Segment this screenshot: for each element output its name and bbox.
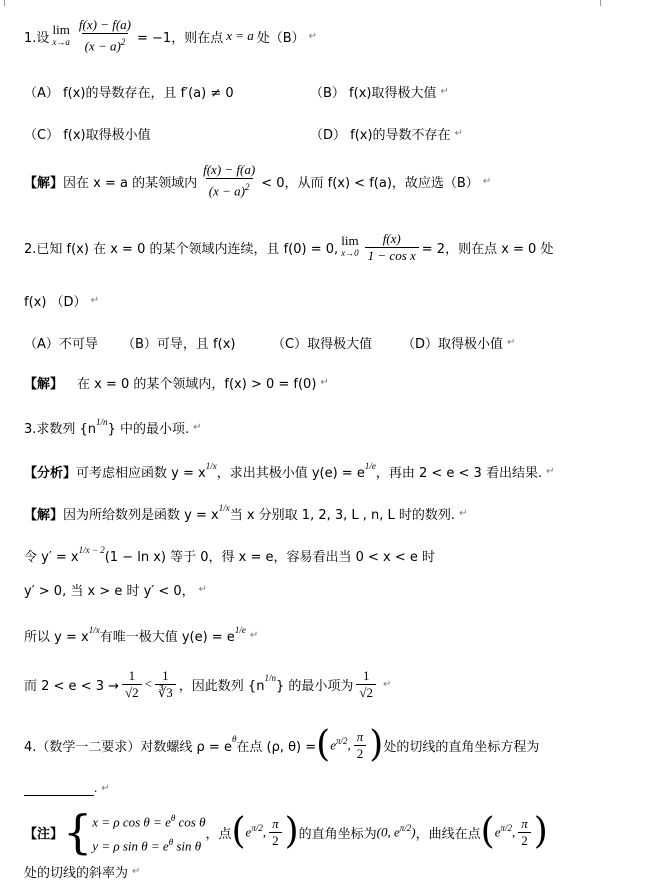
q4-note: 【注】 { x = ρ $\cos \theta = e^\theta$ cos θ y = ρ $\sin \theta = e^\theta$ sin θ ，点 ( $e^{\pi/2}$, $\frac{\pi}{2}$ ) 的直角坐标为 (0, $e^{\pi/2}$) ，曲线在点 ( $e^{\pi/2}$, $\frac{\pi}{2}$ ) <box>24 805 548 859</box>
q3-frac-2: $\frac{1}{∛3}$ <box>155 668 176 701</box>
q1-options-row1: （A） f(x)的导数存在，且 f′(a) ≠ 0 （B） f(x)取得极大值 ↵ <box>24 82 449 101</box>
q2-question: 2.已知 f(x) 在 x = 0 的某个领域内连续，且 f(0) = 0, lim x→0 $\frac{f(x)}{\text{1 − cos x}}$ = 2，则在点 x = 0 处 <box>24 230 554 263</box>
corner-mark-left <box>4 0 5 6</box>
q2-option-b: （B）可导，且 f(x) <box>122 337 236 352</box>
q3-frac-1: $\frac{1}{√2}$ <box>122 668 142 701</box>
q3-frac-3: $\frac{1}{√2}$ <box>356 668 376 701</box>
q3-analysis: 【分析】 可考虑相应函数 y = x $^{1/x}$ ，求出其极小值 y(e) = e $^{1/e}$ ，再由 2 < e < 3 看出结果. ↵ <box>24 460 555 481</box>
q1-option-d: （D） f(x)的导数不存在 <box>310 128 451 143</box>
parametric-system: x = ρ $\cos \theta = e^\theta$ cos θ y = ρ $\sin \theta = e^\theta$ sin θ <box>92 812 206 854</box>
left-paren: ( <box>231 811 246 852</box>
left-paren: ( <box>316 724 331 765</box>
answer-blank[interactable] <box>24 781 94 796</box>
q2-option-a: （A）不可导 <box>24 337 98 352</box>
q4-angle-fraction: $\frac{\pi}{2}$ <box>354 729 367 762</box>
q3-extremum: 所以 y = x $^{1/x}$ 有唯一极大值 y(e) = e $^{1/e}$ ↵ <box>24 624 259 645</box>
q1-option-a: （A） f(x)的导数存在，且 f′(a) ≠ 0 <box>24 86 234 101</box>
q1-fraction: $\frac{f(x) - f(a)}{(x - a)^2}$ <box>78 17 131 54</box>
q3-derivative: 令 y′ = x $^{1/x - 2}$ (1 − ln x) 等于 0，得 x = e，容易看出当 0 < x < e 时 <box>24 544 436 565</box>
q2-answer: f(x) （D） ↵ <box>24 295 99 310</box>
q4-last-line: 处的切线的斜率为 ↵ <box>24 866 141 881</box>
q1-option-b: （B） f(x)取得极大值 <box>310 86 437 101</box>
q1-limit: lim x→a <box>52 22 70 47</box>
q1-options-row2: （C） f(x)取得极小值 （D） f(x)的导数不存在 ↵ <box>24 124 463 143</box>
q1-question: 1.设 lim x→a $\frac{f(x) - f(a)}{(x - a)^2}$ = −1，则在点 x = a 处（B） ↵ <box>24 17 318 54</box>
corner-mark-right <box>600 0 601 6</box>
q2-fraction: $\frac{f(x)}{\text{1 − cos x}}$ <box>365 231 419 264</box>
q4-question: 4.（数学一二要求）对数螺线 ρ = e $^\theta$ 在点 (ρ, θ) = ( $e^{\pi/2}$, $\frac{\pi}{2}$ ) 处的切线的直角坐标方程为 <box>24 724 540 765</box>
right-paren: ) <box>533 811 548 852</box>
q3-title: 3.求数列 {n $^{1/n}$ } 中的最小项. ↵ <box>24 416 202 437</box>
system-brace: { <box>63 805 93 859</box>
right-paren: ) <box>369 724 384 765</box>
q1-solution: 【解】 因在 x = a 的某领域内 $\frac{f(x) - f(a)}{(x - a)^2}$ < 0，从而 f(x) < f(a)，故应选（B） ↵ <box>24 162 492 199</box>
q3-conclusion: 而 2 < e < 3 → $\frac{1}{√2}$ < $\frac{1}{∛3}$ ，因此数列 {n $^{1/n}$ } 的最小项为 $\frac{1}{√2}$ ↵ <box>24 667 392 700</box>
q2-option-d: （D）取得极小值 <box>402 337 504 352</box>
q1-option-c: （C） f(x)取得极小值 <box>24 128 151 143</box>
q2-option-c: （C）取得极大值 <box>272 337 373 352</box>
q2-limit: lim x→0 <box>341 233 359 258</box>
q3-solution: 【解】 因为所给数列是函数 y = x $^{1/x}$ 当 x 分别取 1, 2, 3, L , n, L 时的数列. ↵ <box>24 502 468 523</box>
q1-solution-fraction: $\frac{f(x) - f(a)}{(x - a)^2}$ <box>203 162 256 199</box>
q4-note-fraction-1: $\frac{\pi}{2}$ <box>269 816 282 849</box>
q2-options: （A）不可导 （B）可导，且 f(x) （C）取得极大值 （D）取得极小值 ↵ <box>24 333 515 352</box>
right-paren: ) <box>284 811 299 852</box>
q4-note-fraction-2: $\frac{\pi}{2}$ <box>518 816 531 849</box>
q3-sign: y′ > 0, 当 x > e 时 y′ < 0， ↵ <box>24 584 208 599</box>
q4-answer-blank: . ↵ <box>24 780 110 796</box>
q2-solution: 【解】 在 x = 0 的某个领域内，f(x) > 0 = f(0) ↵ <box>24 377 329 392</box>
left-paren: ( <box>480 811 495 852</box>
